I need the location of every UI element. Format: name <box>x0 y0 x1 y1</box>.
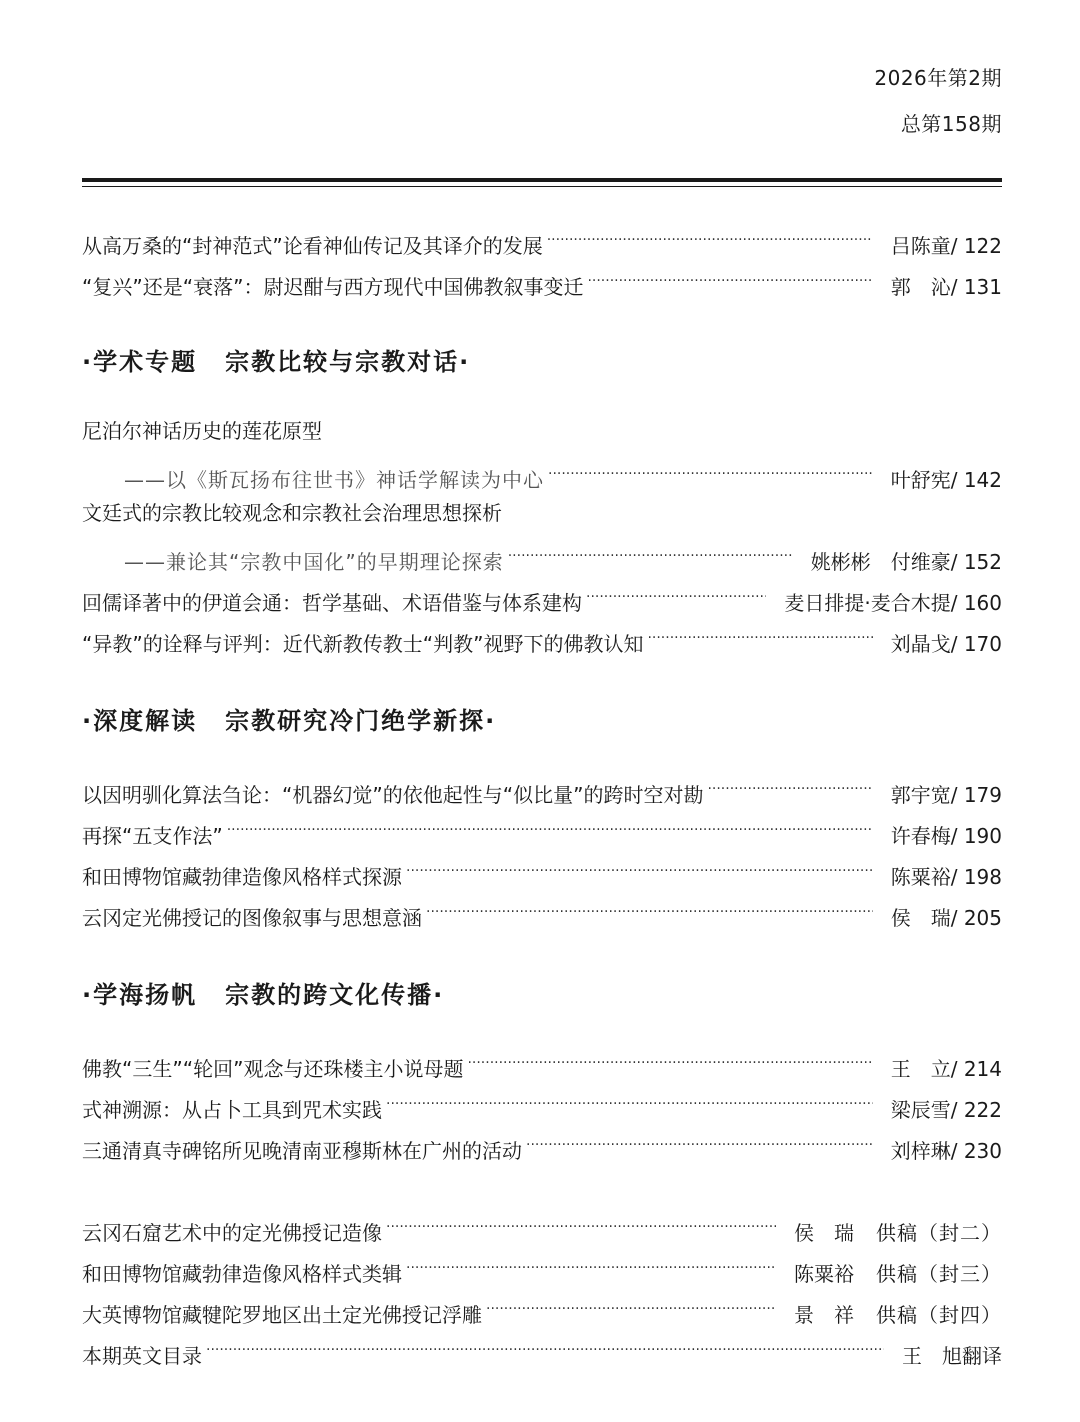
leader-dots <box>406 1251 776 1281</box>
leader-dots <box>707 772 872 802</box>
leader-dots <box>206 1333 884 1363</box>
toc-page <box>82 0 1002 1422</box>
entry-title: 尼泊尔神话历史的莲花原型 <box>82 419 322 443</box>
entry-page: / 122 <box>950 234 1002 258</box>
leader-dots <box>548 457 873 487</box>
entry-title: 回儒译著中的伊道会通：哲学基础、术语借鉴与体系建构 <box>82 591 582 615</box>
leader-dots <box>486 1292 776 1322</box>
credit-entry[interactable] <box>82 1292 1002 1327</box>
entry-title: 再探“五支作法” <box>82 824 223 848</box>
toc-entry[interactable] <box>82 813 1002 848</box>
entry-title: 文廷式的宗教比较观念和宗教社会治理思想探析 <box>82 501 502 525</box>
toc-entry[interactable] <box>82 1128 1002 1163</box>
section-column: ·深度解读 <box>82 707 198 735</box>
entry-page: / 205 <box>950 906 1002 930</box>
credit-source: 供稿（封三） <box>876 1262 1002 1286</box>
credit-source: 供稿（封二） <box>876 1221 1002 1245</box>
credit-author: 侯 瑞 <box>794 1221 854 1245</box>
credit-entry[interactable] <box>82 1251 1002 1286</box>
section-heading-scholarship <box>82 978 444 1012</box>
entry-author: 姚彬彬 付维豪 <box>810 550 951 574</box>
entry-page: / 230 <box>950 1139 1002 1163</box>
leader-dots <box>406 854 873 884</box>
entry-title: 和田博物馆藏勃律造像风格样式探源 <box>82 865 402 889</box>
entry-page: / 179 <box>950 783 1002 807</box>
entry-title: 佛教“三生”“轮回”观念与还珠楼主小说母题 <box>82 1057 464 1081</box>
toc-entry[interactable] <box>82 772 1002 807</box>
entry-title: 从高万桑的“封神范式”论看神仙传记及其译介的发展 <box>82 234 543 258</box>
entry-page: / 160 <box>950 591 1002 615</box>
leader-dots <box>647 621 872 651</box>
entry-title: 云冈定光佛授记的图像叙事与思想意涵 <box>82 906 422 930</box>
toc-entry-subtitle[interactable] <box>82 539 1002 574</box>
credit-title: 本期英文目录 <box>82 1344 202 1368</box>
entry-author: 叶舒宪 <box>890 468 951 492</box>
entry-author: 梁辰雪 <box>890 1098 951 1122</box>
entry-author: 郭 沁 <box>890 275 951 299</box>
credit-source: 供稿（封四） <box>876 1303 1002 1327</box>
entry-title: “异教”的诠释与评判：近代新教传教士“判教”视野下的佛教认知 <box>82 632 644 656</box>
credit-title: 和田博物馆藏勃律造像风格样式类辑 <box>82 1262 402 1286</box>
toc-entry[interactable] <box>82 621 1002 656</box>
entry-author: 吕陈童 <box>890 234 951 258</box>
credit-entry[interactable] <box>82 1333 1002 1368</box>
section-theme: 宗教研究冷门绝学新探· <box>225 707 497 735</box>
entry-page: / 214 <box>950 1057 1002 1081</box>
entry-page: / 222 <box>950 1098 1002 1122</box>
cumulative-issue-number: 总第158期 <box>900 112 1002 136</box>
entry-author: 刘晶戈 <box>890 632 951 656</box>
section-column: ·学海扬帆 <box>82 981 198 1009</box>
leader-dots <box>587 264 872 294</box>
entry-author: 许春梅 <box>890 824 951 848</box>
entry-title: “复兴”还是“衰落”：尉迟酣与西方现代中国佛教叙事变迁 <box>82 275 584 299</box>
toc-entry[interactable] <box>82 223 1002 258</box>
entry-author: 刘梓琳 <box>890 1139 951 1163</box>
entry-author: 陈粟裕 <box>890 865 951 889</box>
credit-entry[interactable] <box>82 1210 1002 1245</box>
leader-dots <box>586 580 766 610</box>
credit-author: 陈粟裕 <box>794 1262 854 1286</box>
entry-subtitle: ——以《斯瓦扬布往世书》神话学解读为中心 <box>124 468 544 492</box>
credit-title: 云冈石窟艺术中的定光佛授记造像 <box>82 1221 382 1245</box>
toc-entry[interactable] <box>82 416 1002 446</box>
toc-entry[interactable] <box>82 1046 1002 1081</box>
toc-entry[interactable] <box>82 580 1002 615</box>
leader-dots <box>227 813 873 843</box>
entry-page: / 131 <box>950 275 1002 299</box>
section-theme: 宗教比较与宗教对话· <box>225 348 471 376</box>
entry-title: 三通清真寺碑铭所见晚清南亚穆斯林在广州的活动 <box>82 1139 522 1163</box>
leader-dots <box>547 223 873 253</box>
toc-entry[interactable] <box>82 498 1002 528</box>
entry-author: 侯 瑞 <box>890 906 951 930</box>
header-rule-thick <box>82 178 1002 182</box>
entry-author: 郭宇宽 <box>890 783 951 807</box>
leader-dots <box>467 1046 872 1076</box>
section-theme: 宗教的跨文化传播· <box>225 981 445 1009</box>
entry-page: / 198 <box>950 865 1002 889</box>
entry-page: / 190 <box>950 824 1002 848</box>
toc-entry[interactable] <box>82 1087 1002 1122</box>
credit-author: 王 旭翻译 <box>902 1344 1002 1368</box>
leader-dots <box>426 895 873 925</box>
toc-entry[interactable] <box>82 895 1002 930</box>
leader-dots <box>386 1087 873 1117</box>
header-rule-thin <box>82 186 1002 187</box>
section-column: ·学术专题 <box>82 348 198 376</box>
entry-title: 以因明驯化算法刍论：“机器幻觉”的依他起性与“似比量”的跨时空对勘 <box>82 783 704 807</box>
toc-entry-subtitle[interactable] <box>82 457 1002 492</box>
toc-entry[interactable] <box>82 854 1002 889</box>
entry-author: 王 立 <box>890 1057 951 1081</box>
section-heading-academic-topic <box>82 345 470 379</box>
entry-page: / 142 <box>950 468 1002 492</box>
entry-subtitle: ——兼论其“宗教中国化”的早期理论探索 <box>124 550 504 574</box>
entry-author: 麦日排提·麦合木提 <box>784 591 951 615</box>
entry-title: 式神溯源：从占卜工具到咒术实践 <box>82 1098 382 1122</box>
entry-page: / 152 <box>950 550 1002 574</box>
entry-page: / 170 <box>950 632 1002 656</box>
leader-dots <box>386 1210 776 1240</box>
toc-entry[interactable] <box>82 264 1002 299</box>
credit-title: 大英博物馆藏犍陀罗地区出土定光佛授记浮雕 <box>82 1303 482 1327</box>
section-heading-in-depth <box>82 704 496 738</box>
leader-dots <box>526 1128 873 1158</box>
issue-number: 2026年第2期 <box>874 66 1002 90</box>
leader-dots <box>508 539 793 569</box>
credit-author: 景 祥 <box>794 1303 854 1327</box>
